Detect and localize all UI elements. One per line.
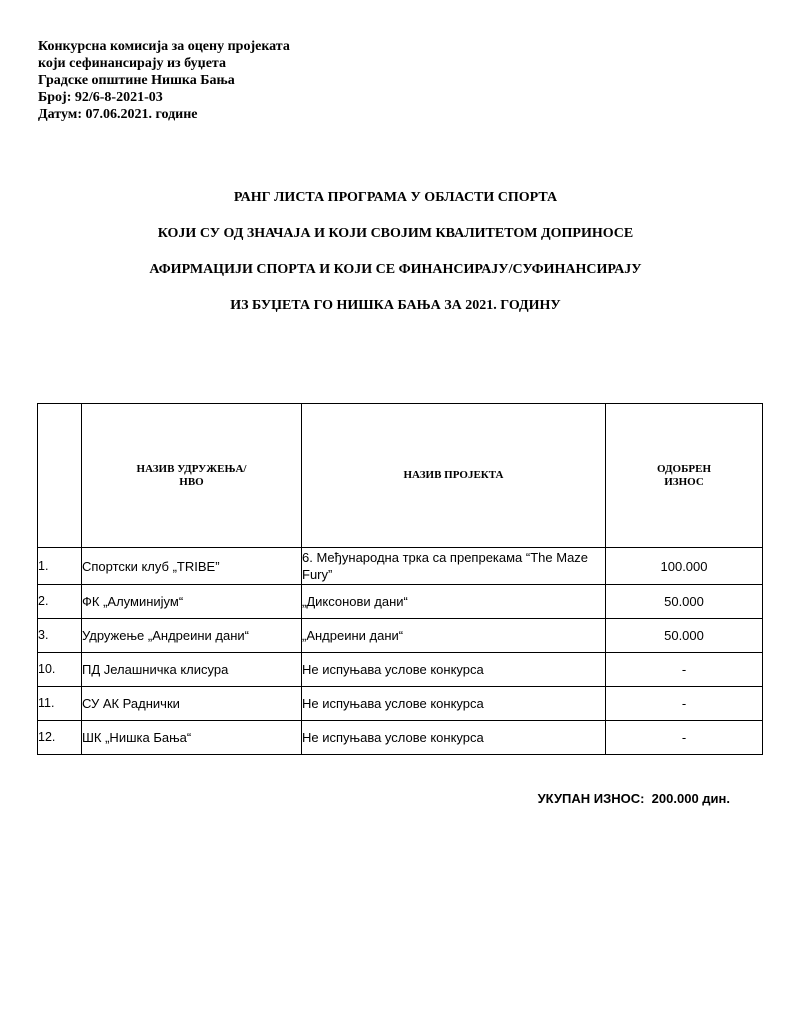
header-commission-scope: који сефинансирају из буџета — [38, 56, 226, 71]
row-number: 11. — [38, 687, 82, 721]
row-project: Не испуњава услове конкурса — [302, 653, 606, 687]
header-commission-name: Конкурсна комисија за оцену пројеката — [38, 39, 290, 54]
header-project: НАЗИВ ПРОЈЕКТА — [302, 404, 606, 548]
row-association: Спортски клуб „TRIBE” — [82, 548, 302, 585]
row-number: 2. — [38, 585, 82, 619]
row-project: „Андреини дани“ — [302, 619, 606, 653]
header-amount — [606, 404, 763, 548]
row-amount: - — [606, 653, 763, 687]
table-row — [38, 619, 763, 653]
row-association: ПД Јелашничка клисура — [82, 653, 302, 687]
row-amount: 50.000 — [606, 585, 763, 619]
header-date: Датум: 07.06.2021. године — [38, 107, 198, 122]
row-association: ШК „Нишка Бања“ — [82, 721, 302, 755]
row-number: 3. — [38, 619, 82, 653]
title-line-3: АФИРМАЦИЈИ СПОРТА И КОЈИ СЕ ФИНАНСИРАЈУ/СУФИНАНСИРАЈУ — [149, 262, 642, 277]
row-number: 1. — [38, 548, 82, 585]
row-project: Не испуњава услове конкурса — [302, 721, 606, 755]
table-row — [38, 721, 763, 755]
commission-header — [38, 38, 290, 123]
table-row — [38, 653, 763, 687]
table-header-row — [38, 404, 763, 548]
row-amount: 100.000 — [606, 548, 763, 585]
table-row — [38, 687, 763, 721]
header-association-line1: НАЗИВ УДРУЖЕЊА/ — [136, 462, 247, 475]
row-amount: - — [606, 687, 763, 721]
header-municipality: Градске општине Нишка Бања — [38, 73, 235, 88]
header-amount-line2: ИЗНОС — [664, 475, 704, 488]
total-amount: УКУПАН ИЗНОС: 200.000 дин. — [537, 791, 730, 806]
row-project: Не испуњава услове конкурса — [302, 687, 606, 721]
row-project: 6. Међународна трка са препрекама “The Maze Fury” — [302, 548, 606, 585]
document-title — [0, 188, 791, 332]
title-line-2: КОЈИ СУ ОД ЗНАЧАЈА И КОЈИ СВОЈИМ КВАЛИТЕТОМ ДОПРИНОСЕ — [157, 226, 634, 241]
row-amount: 50.000 — [606, 619, 763, 653]
row-amount: - — [606, 721, 763, 755]
header-document-number: Број: 92/6-8-2021-03 — [38, 90, 163, 105]
header-number — [38, 404, 82, 548]
row-number: 12. — [38, 721, 82, 755]
header-association — [82, 404, 302, 548]
row-association: СУ АК Раднички — [82, 687, 302, 721]
row-association: Удружење „Андреини дани“ — [82, 619, 302, 653]
table-row — [38, 585, 763, 619]
row-project: „Диксонови дани“ — [302, 585, 606, 619]
table-row — [38, 548, 763, 585]
row-association: ФК „Алуминијум“ — [82, 585, 302, 619]
row-number: 10. — [38, 653, 82, 687]
title-line-1: РАНГ ЛИСТА ПРОГРАМА У ОБЛАСТИ СПОРТА — [233, 190, 558, 205]
header-association-line2: НВО — [179, 475, 204, 488]
title-line-4: ИЗ БУЏЕТА ГО НИШКА БАЊА ЗА 2021. ГОДИНУ — [230, 298, 561, 313]
header-amount-line1: ОДОБРЕН — [656, 462, 712, 475]
ranking-table — [37, 403, 763, 755]
